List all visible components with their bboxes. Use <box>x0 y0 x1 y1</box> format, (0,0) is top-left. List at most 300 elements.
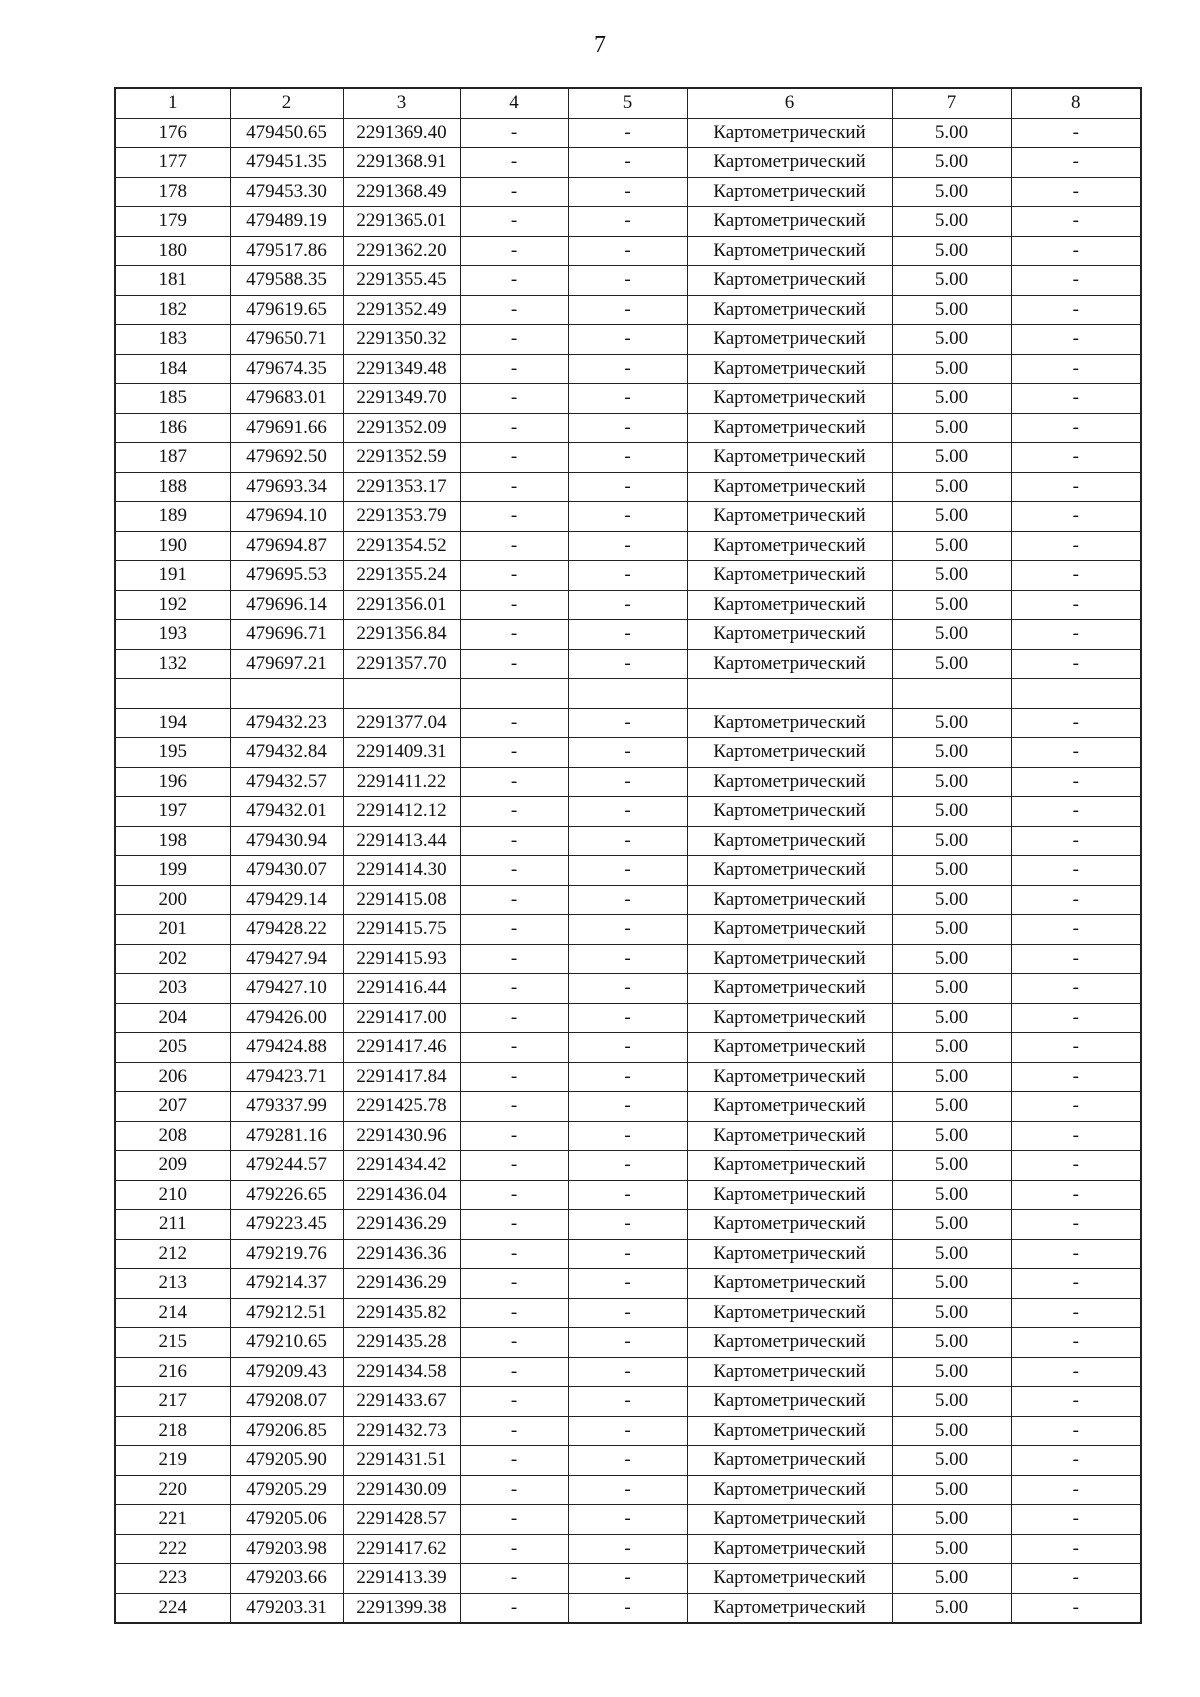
column-8-value-cell: - <box>1011 649 1141 679</box>
table-row <box>115 620 1141 650</box>
method-cell: Картометрический <box>687 118 892 148</box>
method-cell: Картометрический <box>687 1180 892 1210</box>
accuracy-cell: 5.00 <box>892 1505 1011 1535</box>
column-5-value-cell: - <box>568 1151 687 1181</box>
x-coordinate-cell: 479219.76 <box>230 1239 343 1269</box>
column-4-value-cell: - <box>460 531 568 561</box>
column-4-value-cell: - <box>460 590 568 620</box>
column-4-value-cell: - <box>460 1328 568 1358</box>
table-row <box>115 443 1141 473</box>
column-5-value-cell: - <box>568 1121 687 1151</box>
table-row <box>115 472 1141 502</box>
point-number-cell: 191 <box>115 561 230 591</box>
method-cell: Картометрический <box>687 767 892 797</box>
table-row <box>115 944 1141 974</box>
x-coordinate-cell: 479212.51 <box>230 1298 343 1328</box>
point-number-cell: 181 <box>115 266 230 296</box>
table-row <box>115 1593 1141 1623</box>
column-8-value-cell <box>1011 679 1141 709</box>
accuracy-cell: 5.00 <box>892 1151 1011 1181</box>
x-coordinate-cell: 479451.35 <box>230 148 343 178</box>
column-5-value-cell: - <box>568 207 687 237</box>
column-8-value-cell: - <box>1011 384 1141 414</box>
accuracy-cell: 5.00 <box>892 413 1011 443</box>
accuracy-cell: 5.00 <box>892 1062 1011 1092</box>
column-5-value-cell: - <box>568 649 687 679</box>
column-4-value-cell: - <box>460 974 568 1004</box>
column-4-value-cell: - <box>460 443 568 473</box>
method-cell: Картометрический <box>687 1357 892 1387</box>
x-coordinate-cell: 479427.10 <box>230 974 343 1004</box>
method-cell: Картометрический <box>687 1092 892 1122</box>
column-8-value-cell: - <box>1011 413 1141 443</box>
y-coordinate-cell: 2291417.46 <box>343 1033 460 1063</box>
table-row <box>115 1121 1141 1151</box>
column-4-value-cell: - <box>460 472 568 502</box>
x-coordinate-cell: 479208.07 <box>230 1387 343 1417</box>
table-row <box>115 590 1141 620</box>
column-5-value-cell: - <box>568 1092 687 1122</box>
table-row <box>115 295 1141 325</box>
column-8-value-cell: - <box>1011 1003 1141 1033</box>
column-8-value-cell: - <box>1011 944 1141 974</box>
column-8-value-cell: - <box>1011 118 1141 148</box>
table-row <box>115 266 1141 296</box>
point-number-cell: 185 <box>115 384 230 414</box>
point-number-cell: 211 <box>115 1210 230 1240</box>
y-coordinate-cell: 2291434.58 <box>343 1357 460 1387</box>
column-5-value-cell: - <box>568 1387 687 1417</box>
accuracy-cell: 5.00 <box>892 1328 1011 1358</box>
accuracy-cell <box>892 679 1011 709</box>
column-8-value-cell: - <box>1011 207 1141 237</box>
accuracy-cell: 5.00 <box>892 708 1011 738</box>
column-8-value-cell: - <box>1011 1475 1141 1505</box>
table-row <box>115 708 1141 738</box>
table-row <box>115 118 1141 148</box>
column-5-value-cell: - <box>568 177 687 207</box>
accuracy-cell: 5.00 <box>892 885 1011 915</box>
table-row <box>115 1446 1141 1476</box>
y-coordinate-cell: 2291349.48 <box>343 354 460 384</box>
column-4-value-cell: - <box>460 266 568 296</box>
y-coordinate-cell: 2291425.78 <box>343 1092 460 1122</box>
method-cell: Картометрический <box>687 1593 892 1623</box>
column-8-value-cell: - <box>1011 885 1141 915</box>
column-5-value-cell: - <box>568 1564 687 1594</box>
column-header-7: 7 <box>892 88 1011 118</box>
column-4-value-cell: - <box>460 1180 568 1210</box>
accuracy-cell: 5.00 <box>892 443 1011 473</box>
point-number-cell: 189 <box>115 502 230 532</box>
method-cell: Картометрический <box>687 1475 892 1505</box>
x-coordinate-cell: 479424.88 <box>230 1033 343 1063</box>
x-coordinate-cell: 479432.57 <box>230 767 343 797</box>
column-5-value-cell: - <box>568 856 687 886</box>
method-cell: Картометрический <box>687 177 892 207</box>
x-coordinate-cell: 479696.14 <box>230 590 343 620</box>
column-8-value-cell: - <box>1011 1298 1141 1328</box>
x-coordinate-cell: 479281.16 <box>230 1121 343 1151</box>
column-8-value-cell: - <box>1011 354 1141 384</box>
column-5-value-cell: - <box>568 708 687 738</box>
x-coordinate-cell: 479244.57 <box>230 1151 343 1181</box>
column-header-4: 4 <box>460 88 568 118</box>
point-number-cell: 179 <box>115 207 230 237</box>
method-cell: Картометрический <box>687 738 892 768</box>
y-coordinate-cell: 2291436.36 <box>343 1239 460 1269</box>
table-row <box>115 767 1141 797</box>
column-8-value-cell: - <box>1011 708 1141 738</box>
y-coordinate-cell: 2291435.28 <box>343 1328 460 1358</box>
point-number-cell: 182 <box>115 295 230 325</box>
method-cell: Картометрический <box>687 1298 892 1328</box>
column-5-value-cell: - <box>568 1416 687 1446</box>
table-row <box>115 974 1141 1004</box>
column-5-value-cell: - <box>568 1033 687 1063</box>
column-8-value-cell: - <box>1011 502 1141 532</box>
column-4-value-cell: - <box>460 118 568 148</box>
method-cell: Картометрический <box>687 1003 892 1033</box>
column-4-value-cell: - <box>460 384 568 414</box>
accuracy-cell: 5.00 <box>892 384 1011 414</box>
y-coordinate-cell: 2291432.73 <box>343 1416 460 1446</box>
column-4-value-cell: - <box>460 1033 568 1063</box>
accuracy-cell: 5.00 <box>892 1387 1011 1417</box>
table-row-separator <box>115 679 1141 709</box>
x-coordinate-cell: 479683.01 <box>230 384 343 414</box>
column-4-value-cell: - <box>460 1593 568 1623</box>
accuracy-cell: 5.00 <box>892 1033 1011 1063</box>
coordinates-table <box>114 87 1142 1624</box>
column-5-value-cell: - <box>568 797 687 827</box>
column-4-value-cell: - <box>460 1239 568 1269</box>
point-number-cell: 187 <box>115 443 230 473</box>
column-5-value-cell: - <box>568 590 687 620</box>
accuracy-cell: 5.00 <box>892 1298 1011 1328</box>
point-number-cell: 210 <box>115 1180 230 1210</box>
y-coordinate-cell: 2291415.75 <box>343 915 460 945</box>
y-coordinate-cell: 2291413.44 <box>343 826 460 856</box>
x-coordinate-cell: 479691.66 <box>230 413 343 443</box>
y-coordinate-cell: 2291412.12 <box>343 797 460 827</box>
y-coordinate-cell: 2291362.20 <box>343 236 460 266</box>
point-number-cell: 195 <box>115 738 230 768</box>
column-8-value-cell: - <box>1011 148 1141 178</box>
point-number-cell: 224 <box>115 1593 230 1623</box>
method-cell: Картометрический <box>687 1446 892 1476</box>
column-5-value-cell: - <box>568 1003 687 1033</box>
column-4-value-cell: - <box>460 177 568 207</box>
method-cell: Картометрический <box>687 207 892 237</box>
method-cell: Картометрический <box>687 472 892 502</box>
table-row <box>115 561 1141 591</box>
accuracy-cell: 5.00 <box>892 325 1011 355</box>
table-row <box>115 1328 1141 1358</box>
point-number-cell: 188 <box>115 472 230 502</box>
x-coordinate-cell: 479517.86 <box>230 236 343 266</box>
method-cell: Картометрический <box>687 148 892 178</box>
method-cell: Картометрический <box>687 708 892 738</box>
method-cell: Картометрический <box>687 384 892 414</box>
x-coordinate-cell: 479203.31 <box>230 1593 343 1623</box>
column-5-value-cell: - <box>568 148 687 178</box>
table-row <box>115 885 1141 915</box>
accuracy-cell: 5.00 <box>892 974 1011 1004</box>
table-row <box>115 1210 1141 1240</box>
column-5-value-cell: - <box>568 325 687 355</box>
accuracy-cell: 5.00 <box>892 531 1011 561</box>
point-number-cell: 200 <box>115 885 230 915</box>
point-number-cell: 180 <box>115 236 230 266</box>
column-8-value-cell: - <box>1011 1387 1141 1417</box>
column-5-value-cell: - <box>568 1269 687 1299</box>
column-4-value-cell: - <box>460 1505 568 1535</box>
method-cell: Картометрический <box>687 944 892 974</box>
x-coordinate-cell: 479226.65 <box>230 1180 343 1210</box>
column-4-value-cell: - <box>460 767 568 797</box>
table-row <box>115 826 1141 856</box>
column-8-value-cell: - <box>1011 561 1141 591</box>
accuracy-cell: 5.00 <box>892 1180 1011 1210</box>
point-number-cell: 220 <box>115 1475 230 1505</box>
point-number-cell: 176 <box>115 118 230 148</box>
accuracy-cell: 5.00 <box>892 797 1011 827</box>
point-number-cell: 215 <box>115 1328 230 1358</box>
table-row <box>115 413 1141 443</box>
method-cell: Картометрический <box>687 1151 892 1181</box>
accuracy-cell: 5.00 <box>892 1003 1011 1033</box>
y-coordinate-cell: 2291399.38 <box>343 1593 460 1623</box>
table-row <box>115 1298 1141 1328</box>
accuracy-cell: 5.00 <box>892 1121 1011 1151</box>
point-number-cell: 204 <box>115 1003 230 1033</box>
y-coordinate-cell: 2291436.29 <box>343 1269 460 1299</box>
column-4-value-cell: - <box>460 1298 568 1328</box>
x-coordinate-cell: 479209.43 <box>230 1357 343 1387</box>
method-cell: Картометрический <box>687 1062 892 1092</box>
method-cell: Картометрический <box>687 1505 892 1535</box>
method-cell: Картометрический <box>687 561 892 591</box>
table-row <box>115 502 1141 532</box>
x-coordinate-cell: 479214.37 <box>230 1269 343 1299</box>
accuracy-cell: 5.00 <box>892 856 1011 886</box>
accuracy-cell: 5.00 <box>892 826 1011 856</box>
table-row <box>115 1387 1141 1417</box>
y-coordinate-cell: 2291356.84 <box>343 620 460 650</box>
x-coordinate-cell: 479432.84 <box>230 738 343 768</box>
x-coordinate-cell <box>230 679 343 709</box>
accuracy-cell: 5.00 <box>892 148 1011 178</box>
column-4-value-cell: - <box>460 708 568 738</box>
point-number-cell: 223 <box>115 1564 230 1594</box>
accuracy-cell: 5.00 <box>892 561 1011 591</box>
table-row <box>115 915 1141 945</box>
column-4-value-cell: - <box>460 207 568 237</box>
accuracy-cell: 5.00 <box>892 1269 1011 1299</box>
accuracy-cell: 5.00 <box>892 915 1011 945</box>
method-cell: Картометрический <box>687 1210 892 1240</box>
column-8-value-cell: - <box>1011 1121 1141 1151</box>
column-4-value-cell: - <box>460 354 568 384</box>
column-5-value-cell: - <box>568 1446 687 1476</box>
table-row <box>115 325 1141 355</box>
method-cell: Картометрический <box>687 1416 892 1446</box>
accuracy-cell: 5.00 <box>892 118 1011 148</box>
column-8-value-cell: - <box>1011 1534 1141 1564</box>
column-header-2: 2 <box>230 88 343 118</box>
x-coordinate-cell: 479426.00 <box>230 1003 343 1033</box>
table-row <box>115 177 1141 207</box>
point-number-cell <box>115 679 230 709</box>
column-8-value-cell: - <box>1011 1357 1141 1387</box>
column-header-6: 6 <box>687 88 892 118</box>
point-number-cell: 197 <box>115 797 230 827</box>
column-5-value-cell: - <box>568 885 687 915</box>
x-coordinate-cell: 479693.34 <box>230 472 343 502</box>
column-5-value-cell: - <box>568 826 687 856</box>
method-cell: Картометрический <box>687 826 892 856</box>
accuracy-cell: 5.00 <box>892 207 1011 237</box>
y-coordinate-cell: 2291436.04 <box>343 1180 460 1210</box>
table-row <box>115 1475 1141 1505</box>
point-number-cell: 196 <box>115 767 230 797</box>
column-5-value-cell: - <box>568 1593 687 1623</box>
point-number-cell: 218 <box>115 1416 230 1446</box>
y-coordinate-cell: 2291353.17 <box>343 472 460 502</box>
accuracy-cell: 5.00 <box>892 767 1011 797</box>
column-4-value-cell: - <box>460 885 568 915</box>
column-8-value-cell: - <box>1011 590 1141 620</box>
point-number-cell: 193 <box>115 620 230 650</box>
accuracy-cell: 5.00 <box>892 1416 1011 1446</box>
column-4-value-cell: - <box>460 1121 568 1151</box>
point-number-cell: 192 <box>115 590 230 620</box>
column-5-value-cell: - <box>568 236 687 266</box>
column-5-value-cell: - <box>568 384 687 414</box>
column-4-value-cell: - <box>460 944 568 974</box>
method-cell: Картометрический <box>687 1239 892 1269</box>
point-number-cell: 219 <box>115 1446 230 1476</box>
column-8-value-cell: - <box>1011 1180 1141 1210</box>
accuracy-cell: 5.00 <box>892 1357 1011 1387</box>
column-5-value-cell: - <box>568 413 687 443</box>
table-row <box>115 649 1141 679</box>
table-row <box>115 1564 1141 1594</box>
point-number-cell: 202 <box>115 944 230 974</box>
table-row <box>115 738 1141 768</box>
method-cell: Картометрический <box>687 354 892 384</box>
column-8-value-cell: - <box>1011 1062 1141 1092</box>
column-5-value-cell: - <box>568 1475 687 1505</box>
x-coordinate-cell: 479697.21 <box>230 649 343 679</box>
x-coordinate-cell: 479430.94 <box>230 826 343 856</box>
y-coordinate-cell: 2291365.01 <box>343 207 460 237</box>
column-4-value-cell: - <box>460 620 568 650</box>
accuracy-cell: 5.00 <box>892 354 1011 384</box>
method-cell: Картометрический <box>687 443 892 473</box>
table-row <box>115 1151 1141 1181</box>
point-number-cell: 214 <box>115 1298 230 1328</box>
column-5-value-cell: - <box>568 1357 687 1387</box>
point-number-cell: 212 <box>115 1239 230 1269</box>
y-coordinate-cell: 2291352.49 <box>343 295 460 325</box>
x-coordinate-cell: 479427.94 <box>230 944 343 974</box>
column-8-value-cell: - <box>1011 295 1141 325</box>
x-coordinate-cell: 479453.30 <box>230 177 343 207</box>
point-number-cell: 177 <box>115 148 230 178</box>
column-8-value-cell: - <box>1011 531 1141 561</box>
column-5-value-cell: - <box>568 620 687 650</box>
column-5-value-cell: - <box>568 767 687 797</box>
accuracy-cell: 5.00 <box>892 472 1011 502</box>
column-4-value-cell: - <box>460 649 568 679</box>
column-8-value-cell: - <box>1011 767 1141 797</box>
y-coordinate-cell: 2291417.84 <box>343 1062 460 1092</box>
column-5-value-cell: - <box>568 531 687 561</box>
y-coordinate-cell: 2291350.32 <box>343 325 460 355</box>
column-5-value-cell: - <box>568 561 687 591</box>
column-8-value-cell: - <box>1011 1033 1141 1063</box>
method-cell: Картометрический <box>687 974 892 1004</box>
x-coordinate-cell: 479223.45 <box>230 1210 343 1240</box>
x-coordinate-cell: 479203.98 <box>230 1534 343 1564</box>
column-4-value-cell: - <box>460 1475 568 1505</box>
column-4-value-cell: - <box>460 826 568 856</box>
column-5-value-cell: - <box>568 266 687 296</box>
column-8-value-cell: - <box>1011 472 1141 502</box>
column-5-value-cell: - <box>568 974 687 1004</box>
method-cell: Картометрический <box>687 1121 892 1151</box>
table-row <box>115 1033 1141 1063</box>
x-coordinate-cell: 479206.85 <box>230 1416 343 1446</box>
x-coordinate-cell: 479430.07 <box>230 856 343 886</box>
column-5-value-cell: - <box>568 1298 687 1328</box>
accuracy-cell: 5.00 <box>892 236 1011 266</box>
column-4-value-cell: - <box>460 1210 568 1240</box>
table-row <box>115 1180 1141 1210</box>
point-number-cell: 178 <box>115 177 230 207</box>
column-5-value-cell: - <box>568 944 687 974</box>
method-cell <box>687 679 892 709</box>
column-4-value-cell: - <box>460 295 568 325</box>
x-coordinate-cell: 479674.35 <box>230 354 343 384</box>
column-4-value-cell: - <box>460 1446 568 1476</box>
column-4-value-cell: - <box>460 797 568 827</box>
column-5-value-cell: - <box>568 1210 687 1240</box>
accuracy-cell: 5.00 <box>892 266 1011 296</box>
column-4-value-cell: - <box>460 413 568 443</box>
table-row <box>115 1092 1141 1122</box>
method-cell: Картометрический <box>687 620 892 650</box>
method-cell: Картометрический <box>687 1328 892 1358</box>
method-cell: Картометрический <box>687 413 892 443</box>
column-4-value-cell: - <box>460 1416 568 1446</box>
method-cell: Картометрический <box>687 915 892 945</box>
table-row <box>115 1062 1141 1092</box>
y-coordinate-cell: 2291415.93 <box>343 944 460 974</box>
column-5-value-cell: - <box>568 1534 687 1564</box>
table-row <box>115 384 1141 414</box>
method-cell: Картометрический <box>687 531 892 561</box>
accuracy-cell: 5.00 <box>892 1534 1011 1564</box>
column-4-value-cell: - <box>460 148 568 178</box>
table-row <box>115 354 1141 384</box>
point-number-cell: 132 <box>115 649 230 679</box>
method-cell: Картометрический <box>687 1033 892 1063</box>
y-coordinate-cell: 2291435.82 <box>343 1298 460 1328</box>
point-number-cell: 213 <box>115 1269 230 1299</box>
